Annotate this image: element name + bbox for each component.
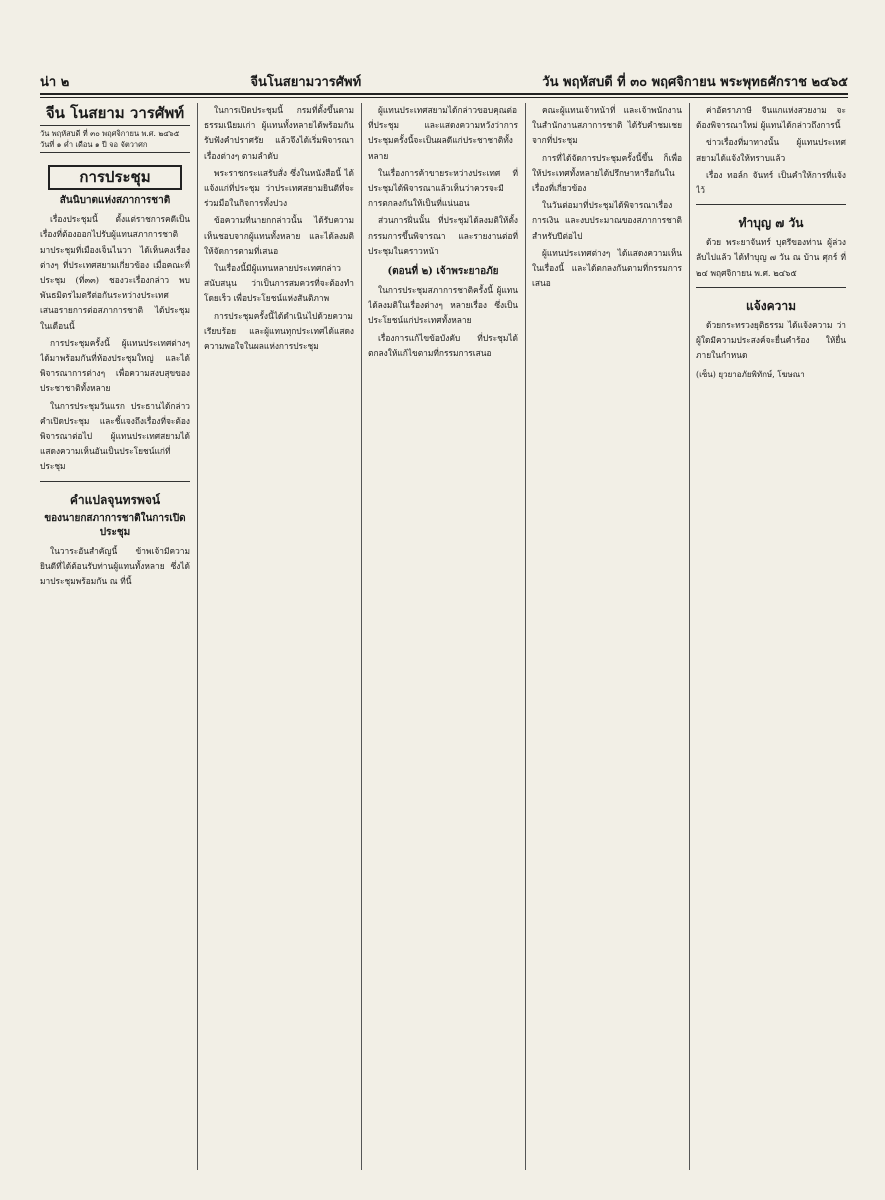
newspaper-name: จีนโนสยามวารศัพท์	[250, 75, 362, 90]
paragraph: ผู้แทนประเทศสยามได้กล่าวขอบคุณต่อที่ประชุม และแสดงความหวังว่าการประชุมครั้งนี้จะเป็นผลดีแก่ประชาชาติทั้งหลาย	[368, 105, 518, 161]
column-rule	[197, 103, 198, 1170]
section-title: คำแปลจุนทรพจน์	[69, 492, 161, 507]
paragraph: ด้วยกระทรวงยุติธรรม ได้แจ้งความ ว่าผู้ใดมีความประสงค์จะยื่นคำร้อง ให้ยื่นภายในกำหนด	[696, 319, 846, 361]
paragraph: ข่าวเรื่องที่มาทางนั้น ผู้แทนประเทศสยามได้แจ้งให้ทราบแล้ว	[696, 137, 846, 163]
masthead-info-line-2: วันที่ ๑ ค่ำ เดือน ๑ ปี จอ จัตวาศก	[40, 140, 148, 149]
paragraph: เรื่องประชุมนี้ ตั้งแต่ราชการคดีเป็นเรื่องที่ต้องออกไปรับผู้แทนสภาการชาติ มาประชุมที่เมืองเจ็นไนวา ได้เห็นคงเรื่องต่างๆ ที่ประเทศสยามเกี่ยวข้อง เมื่อคณะที่ประชุม (ที่๓๓) ชองวะเรื่องกล่าว พบพันธมิตรไมตรีต่อกันระหว่างประเทศ เสนอรายการต่อสภาการชาติ ได้ประชุมในเดือนนี้	[40, 214, 190, 331]
paragraph: ผู้แทนประเทศต่างๆ ได้แสดงความเห็นในเรื่องนี้ และได้ตกลงกันตามที่กรรมการเสนอ	[532, 247, 682, 289]
section-divider	[40, 481, 190, 482]
paragraph: พระราชกระแสรับสั่ง ซึ่งในหนังสือนี้ ได้แจ้งแก่ที่ประชุม ว่าประเทศสยามยินดีที่จะร่วมมือในกิจการทั้งปวง	[204, 167, 354, 209]
section-divider	[696, 204, 846, 205]
paragraph: ในเรื่องนี้มีผู้แทนหลายประเทศกล่าวสนับสนุน ว่าเป็นการสมควรที่จะต้องทำโดยเร็ว เพื่อประโยชน์แห่งสันติภาพ	[204, 263, 354, 304]
paragraph: คณะผู้แทนเจ้าหน้าที่ และเจ้าพนักงานในสำนักงานสภาการชาติ ได้รับคำชมเชยจากที่ประชุม	[532, 105, 682, 146]
section-title: แจ้งความ	[745, 298, 797, 313]
header-rule	[40, 93, 848, 95]
masthead-info	[40, 126, 190, 153]
column-rule	[525, 103, 526, 1170]
header-rule-thin	[40, 97, 848, 98]
section-title: ทำบุญ ๗ วัน	[738, 216, 804, 231]
paragraph: เรื่องการแก้ไขข้อบังคับ ที่ประชุมได้ตกลงให้แก้ไขตามที่กรรมการเสนอ	[368, 332, 518, 358]
paragraph: การประชุมครั้งนี้ ผู้แทนประเทศต่างๆ ได้มาพร้อมกันที่ห้องประชุมใหญ่ และได้พิจารณาการต่างๆ เพื่อความสงบสุขของประชาชาติทั้งหลาย	[40, 337, 190, 394]
article-title: การประชุม	[48, 165, 182, 190]
page-number: น่า ๒	[40, 75, 70, 90]
column-1	[40, 103, 190, 1170]
section-subtitle: ของนายกสภาการชาติในการเปิดประชุม	[44, 512, 186, 538]
section-heading: (ตอนที่ ๒) เจ้าพระยาอภัย	[387, 266, 499, 278]
paragraph: ด้วย พระยาจันทร์ บุตรีของท่าน ผู้ล่วงลับไปแล้ว ได้ทำบุญ ๗ วัน ณ บ้าน ศุกร์ ที่ ๒๔ พฤศจิกายน พ.ศ. ๒๔๖๕	[696, 237, 846, 278]
issue-date: วัน พฤหัสบดี ที่ ๓๐ พฤศจิกายน พระพุทธศักราช ๒๔๖๕	[542, 75, 848, 90]
paragraph: ในวาระอันสำคัญนี้ ข้าพเจ้ามีความยินดีที่ได้ต้อนรับท่านผู้แทนทั้งหลาย ซึ่งได้มาประชุมพร้อมกัน ณ ที่นี้	[40, 545, 190, 587]
signature-line: (เซ็น) ยุวยาอภัยพิทักษ์, โฆษณา	[696, 370, 805, 380]
masthead-info-line-1: วัน พฤหัสบดี ที่ ๓๐ พฤศจิกายน พ.ศ. ๒๔๖๕	[40, 129, 180, 138]
column-rule	[361, 103, 362, 1170]
paragraph: ส่วนการฝิ่นนั้น ที่ประชุมได้ลงมติให้ตั้งกรรมการขึ้นพิจารณา และรายงานต่อที่ประชุมในคราวหน้า	[368, 215, 518, 256]
paragraph: ค่าอัตราภาษี จีนแกแห่งสวยงาม จะต้องพิจารณาใหม่ ผู้แทนได้กล่าวถึงการนี้	[696, 105, 846, 131]
article-subtitle: สันนิบาตแห่งสภาการชาติ	[59, 195, 171, 207]
masthead-title: จีน โนสยาม วารศัพท์	[40, 103, 190, 126]
column-5	[696, 103, 846, 1170]
paragraph: เรื่อง ทอล์ก จันทร์ เป็นคำให้การที่แจ้งไว้	[696, 169, 846, 196]
paragraph: ในการเปิดประชุมนี้ กรมที่ตั้งขึ้นตามธรรมเนียมเก่า ผู้แทนทั้งหลายได้พร้อมกันรับฟังคำปราศรัย แล้วจึงได้เริ่มพิจารณาเรื่องต่างๆ ตามลำดับ	[204, 105, 354, 161]
paragraph: ในเรื่องการค้าขายระหว่างประเทศ ที่ประชุมได้พิจารณาแล้วเห็นว่าควรจะมีการตกลงกันให้เป็นที่แน่นอน	[368, 167, 518, 209]
paragraph: ในวันต่อมาที่ประชุมได้พิจารณาเรื่องการเงิน และงบประมาณของสภาการชาติ สำหรับปีต่อไป	[532, 200, 682, 241]
paragraph: ในการประชุมวันแรก ประธานได้กล่าวคำเปิดประชุม และชี้แจงถึงเรื่องที่จะต้องพิจารณาต่อไป ผู้แทนประเทศสยามได้แสดงความเห็นอันเป็นประโยชน์แก่ที่ประชุม	[40, 400, 190, 472]
paragraph: ข้อความที่นายกกล่าวนั้น ได้รับความเห็นชอบจากผู้แทนทั้งหลาย และได้ลงมติให้จัดการตามที่เสนอ	[204, 215, 354, 256]
paragraph: ในการประชุมสภาการชาติครั้งนี้ ผู้แทนได้ลงมติในเรื่องต่างๆ หลายเรื่อง ซึ่งเป็นประโยชน์แก่ประเทศทั้งหลาย	[368, 285, 518, 326]
paragraph: การประชุมครั้งนี้ได้ดำเนินไปด้วยความเรียบร้อย และผู้แทนทุกประเทศได้แสดงความพอใจในผลแห่งการประชุม	[204, 310, 354, 352]
column-3	[368, 103, 518, 1170]
column-rule	[689, 103, 690, 1170]
section-divider	[696, 287, 846, 288]
column-4	[532, 103, 682, 1170]
page-header	[40, 66, 848, 92]
paragraph: การที่ได้จัดการประชุมครั้งนี้ขึ้น ก็เพื่อให้ประเทศทั้งหลายได้ปรึกษาหารือกันในเรื่องที่เกี่ยวข้อง	[532, 152, 682, 194]
column-2	[204, 103, 354, 1170]
